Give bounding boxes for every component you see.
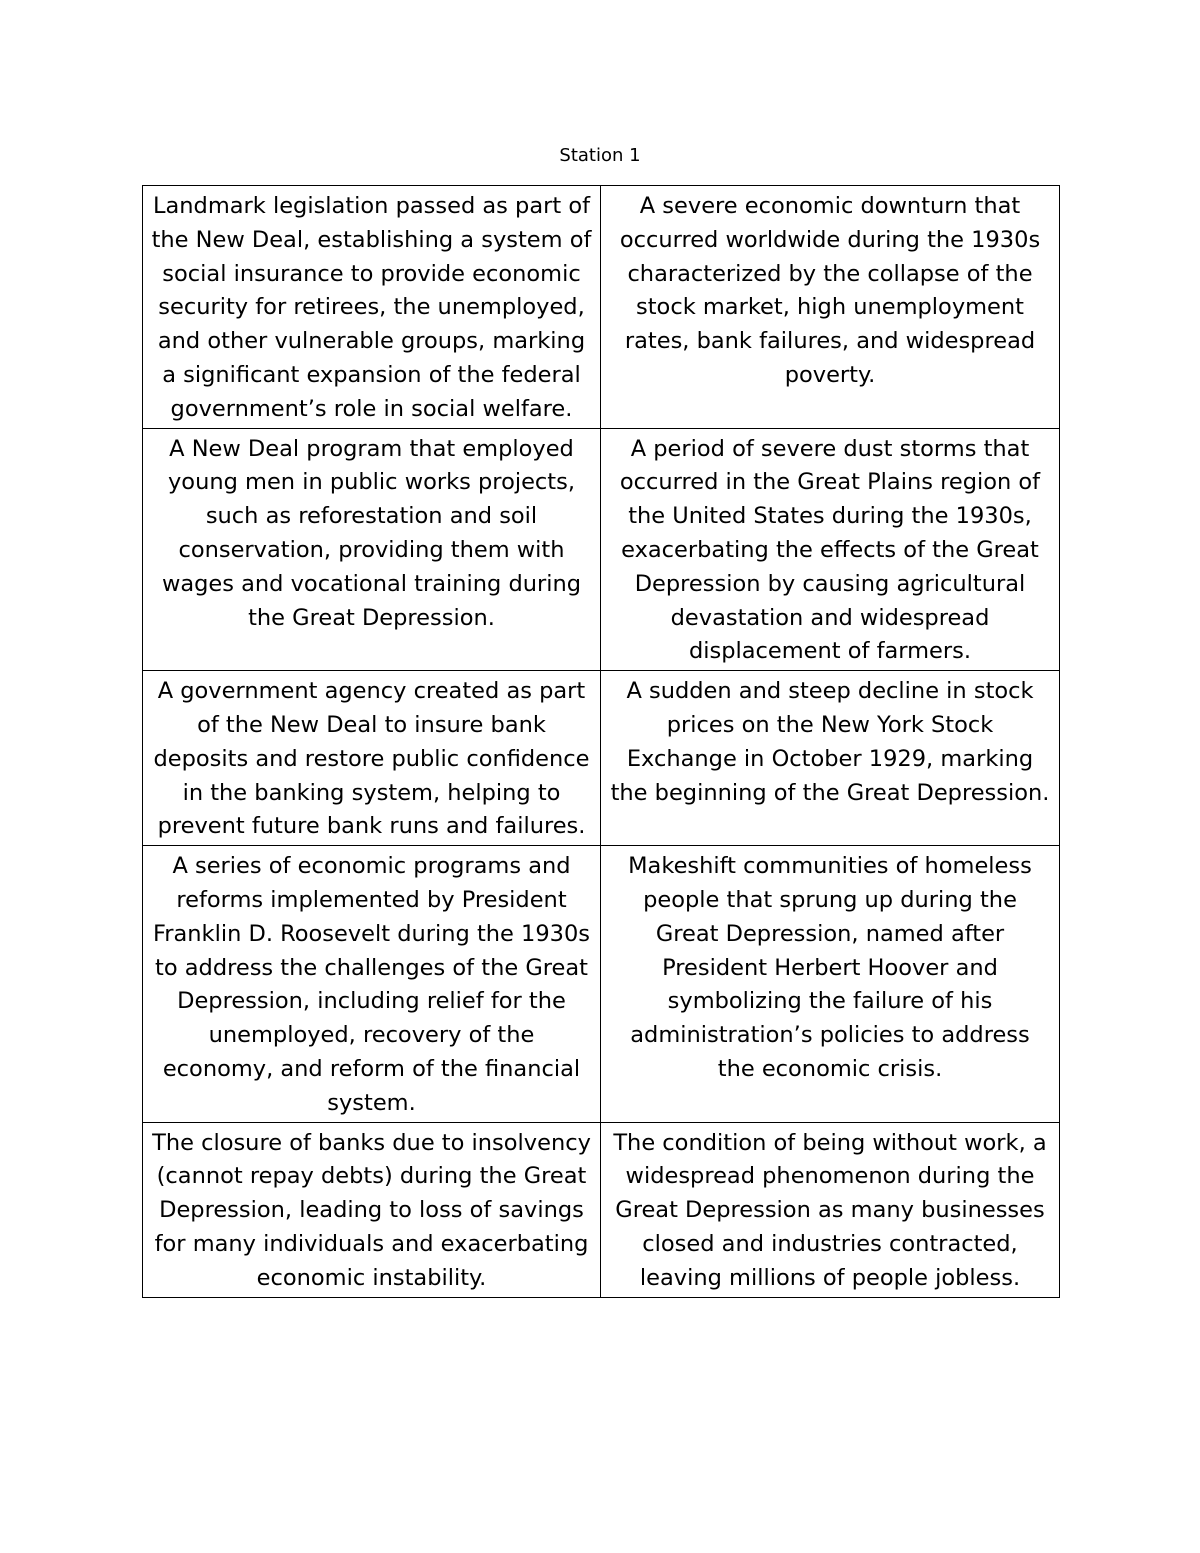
definition-cell: Landmark legislation passed as part of the New Deal, establishing a system of social insurance to provide economic security for retirees, the unemployed, and other vulnerable groups, marking a significant expansion of the federal government’s role in social welfare.	[143, 186, 601, 429]
definition-cell: The condition of being without work, a widespread phenomenon during the Great Depression as many businesses closed and industries contracted, leaving millions of people jobless.	[601, 1122, 1060, 1297]
table-row	[143, 186, 1060, 429]
definition-cell: A government agency created as part of the New Deal to insure bank deposits and restore public confidence in the banking system, helping to prevent future bank runs and failures.	[143, 671, 601, 846]
table-row	[143, 671, 1060, 846]
table-row	[143, 428, 1060, 671]
definition-cell: A severe economic downturn that occurred worldwide during the 1930s characterized by the collapse of the stock market, high unemployment rates, bank failures, and widespread poverty.	[601, 186, 1060, 429]
definition-table	[142, 185, 1060, 1298]
page-title: Station 1	[559, 145, 641, 166]
definition-cell: A period of severe dust storms that occurred in the Great Plains region of the United States during the 1930s, exacerbating the effects of the Great Depression by causing agricultural devastation and widespread displacement of farmers.	[601, 428, 1060, 671]
table-row	[143, 846, 1060, 1122]
definition-cell: The closure of banks due to insolvency (cannot repay debts) during the Great Depression, leading to loss of savings for many individuals and exacerbating economic instability.	[143, 1122, 601, 1297]
table-row	[143, 1122, 1060, 1297]
definition-cell: Makeshift communities of homeless people that sprung up during the Great Depression, named after President Herbert Hoover and symbolizing the failure of his administration’s policies to address the economic crisis.	[601, 846, 1060, 1122]
definition-cell: A New Deal program that employed young men in public works projects, such as reforestation and soil conservation, providing them with wages and vocational training during the Great Depression.	[143, 428, 601, 671]
definition-cell: A series of economic programs and reforms implemented by President Franklin D. Roosevelt during the 1930s to address the challenges of the Great Depression, including relief for the unemployed, recovery of the economy, and reform of the financial system.	[143, 846, 601, 1122]
definition-cell: A sudden and steep decline in stock prices on the New York Stock Exchange in October 1929, marking the beginning of the Great Depression.	[601, 671, 1060, 846]
